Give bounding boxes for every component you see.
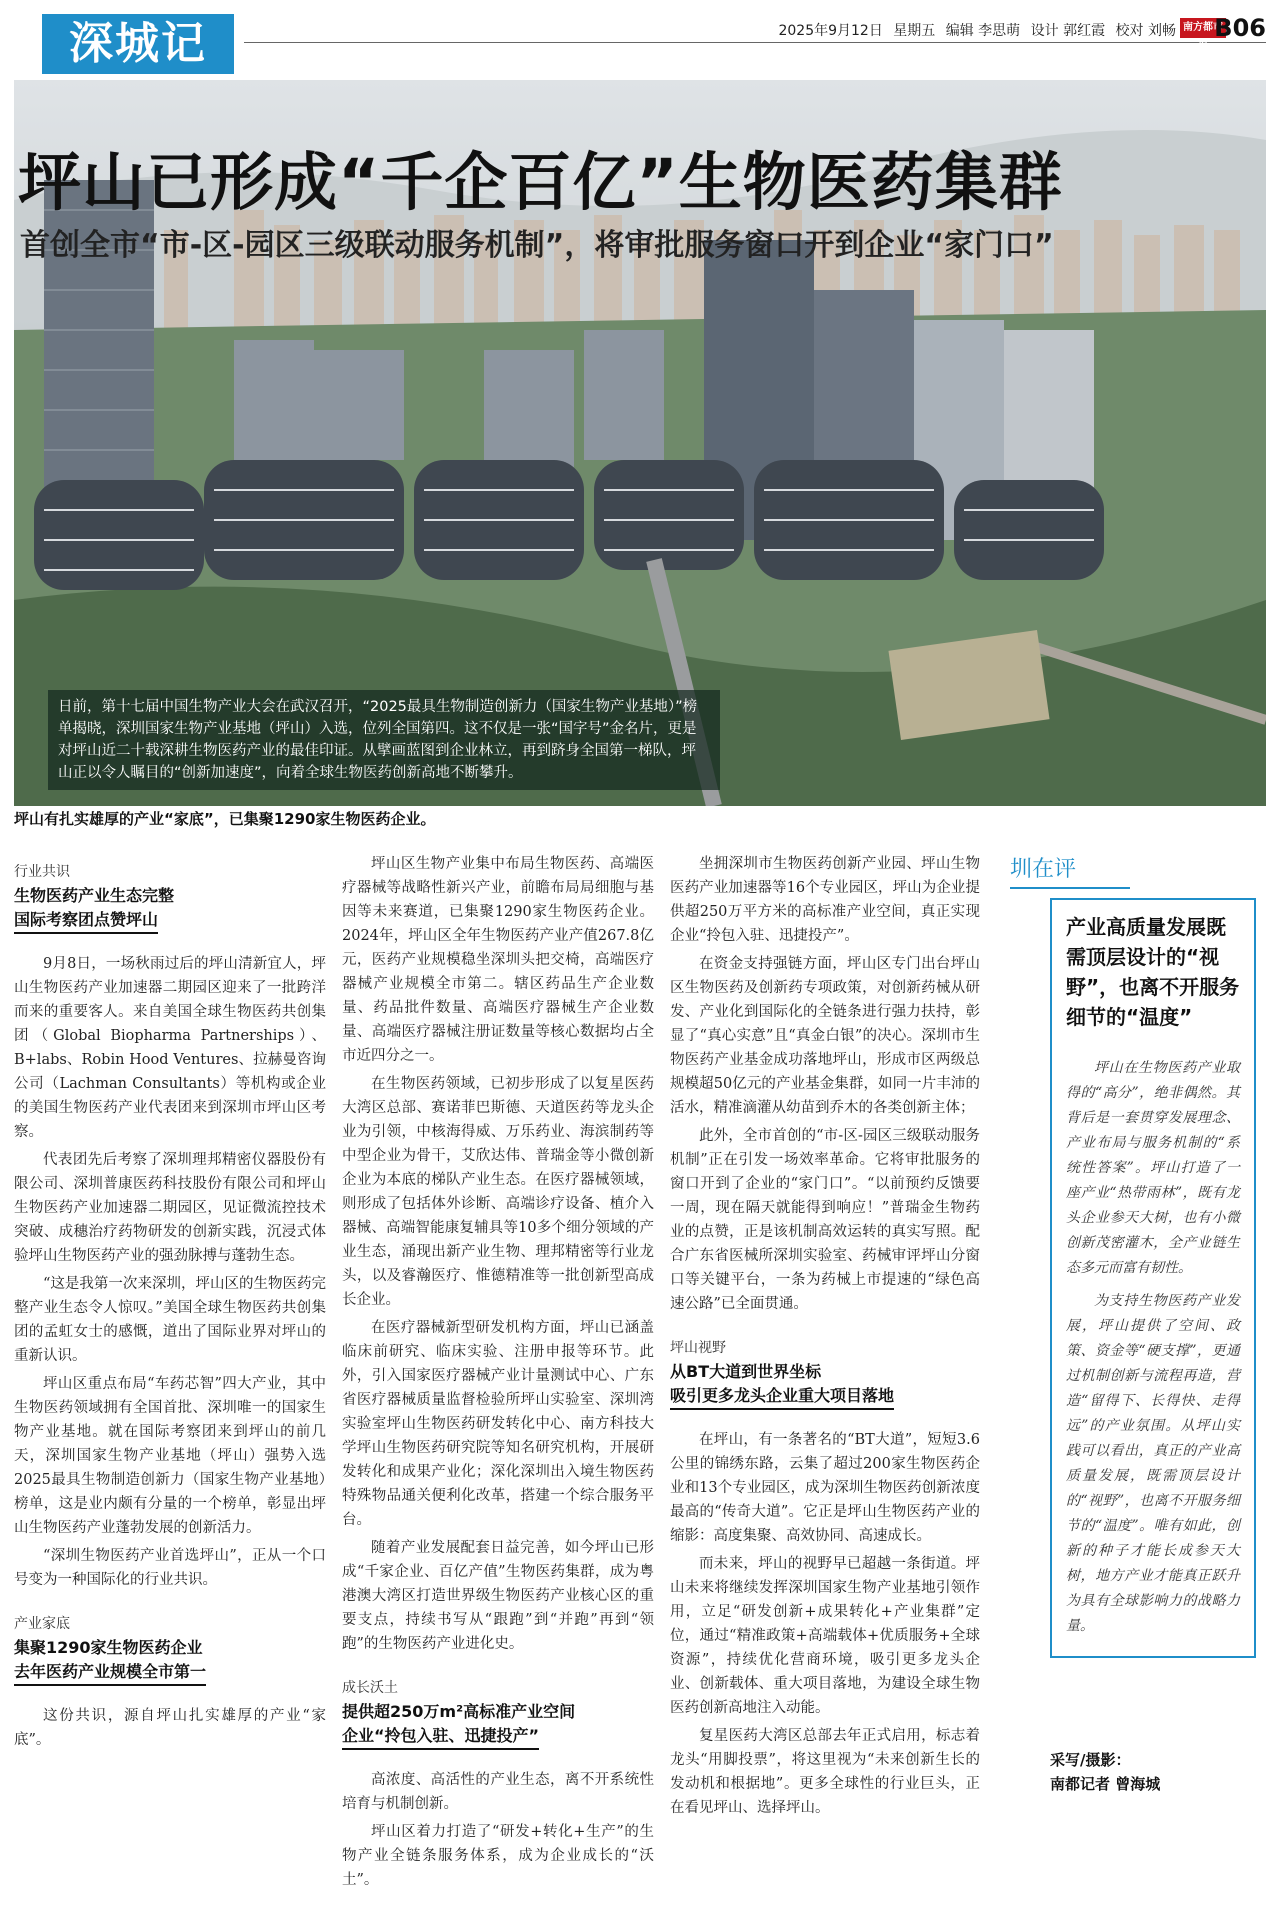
commentary-paragraph: 为支持生物医药产业发展，坪山提供了空间、政策、资金等“硬支撑”，更通过机制创新与流程再造，营造“留得下、长得快、走得远”的产业氛围。从坪山实践可以看出，真正的产业高质量发展，既需顶层设计的“视野”，也离不开服务细节的“温度”。唯有如此，创新的种子才能长成参天大树，地方产业才能真正跃升为具有全球影响力的战略力量。 [1066,1293,1240,1634]
editor-credit: 编辑 李思萌 [945,23,1021,39]
paragraph: 而未来，坪山的视野早已超越一条街道。坪山未来将继续发挥深圳国家生物产业基地引领作用，立足“研发创新+成果转化+产业集群”定位，通过“精准政策+高端载体+优质服务+全球资源”，持续优化营商环境，吸引更多龙头企业、创新载体、重大项目落地，为建设全球生物医药创新高地注入动能。 [670,1556,980,1716]
section-title [14,884,326,934]
byline [1050,1748,1160,1796]
paragraph: 随着产业发展配套日益完善，如今坪山已形成“千家企业、百亿产值”生物医药集群，成为粤港澳大湾区打造世界级生物医药产业核心区的重要支点，持续书写从“跟跑”到“并跑”再到“领跑”的生物医药产业进化史。 [342,1540,654,1652]
section-title-line1: 生物医药产业生态完整 [14,886,175,905]
section-title-line1: 从BT大道到世界坐标 [670,1362,822,1381]
masthead-rule [244,42,1266,43]
paragraph: 复星医药大湾区总部去年正式启用，标志着龙头“用脚投票”，将这里视为“未来创新生长的发动机和根据地”。更多全球性的行业巨头，正在看见坪山、选择坪山。 [670,1728,980,1816]
article-column-3 [670,852,980,1824]
designer-credit: 设计 郭红霞 [1030,23,1106,39]
proofreader-credit: 校对 刘畅 [1115,23,1176,39]
section-title [342,1700,654,1750]
commentary-paragraph: 坪山在生物医药产业取得的“高分”，绝非偶然。其背后是一套贯穿发展理念、产业布局与服务机制的“系统性答案”。坪山打造了一座产业“热带雨林”，既有龙头企业参天大树，也有小微创新茂密灌木，全产业链生态多元而富有韧性。 [1066,1060,1240,1276]
paragraph: 在医疗器械新型研发机构方面，坪山已涵盖临床前研究、临床实验、注册申报等环节。此外，引入国家医疗器械产业计量测试中心、广东省医疗器械质量监督检验所坪山实验室、深圳湾实验室坪山生物医药研发转化中心、南方科技大学坪山生物医药研究院等知名研究机构，开展研发转化和成果产业化；深化深圳出入境生物医药特殊物品通关便利化改革，搭建一个综合服务平台。 [342,1320,654,1528]
section-title [14,1636,326,1686]
paragraph: “深圳生物医药产业首选坪山”，正从一个口号变为一种国际化的行业共识。 [14,1548,326,1588]
commentary-title: 产业高质量发展既需顶层设计的“视野”，也离不开服务细节的“温度” [1066,915,1240,1029]
issue-weekday: 星期五 [893,23,936,39]
commentary-box [1050,898,1256,1658]
paragraph: 这份共识，源自坪山扎实雄厚的产业“家底”。 [14,1708,326,1748]
issue-date: 2025年9月12日 [778,23,883,39]
section-title-line1: 提供超250万m²高标准产业空间 [342,1702,576,1721]
byline-label: 采写/摄影： [1050,1751,1131,1769]
section-title-line2: 企业“拎包入驻、迅捷投产” [342,1724,539,1750]
section-title [670,1360,980,1410]
paragraph: 在坪山，有一条著名的“BT大道”，短短3.6公里的锦绣东路，云集了超过200家生物医药企业和13个专业园区，成为深圳生物医药创新浓度最高的“传奇大道”。它正是坪山生物医药产业的缩影：高度集聚、高效协同、高速成长。 [670,1432,980,1544]
photo-caption: 坪山有扎实雄厚的产业“家底”，已集聚1290家生物医药企业。 [14,810,436,828]
page-number: B06 [1214,14,1266,42]
paragraph: 此外，全市首创的“市-区-园区三级联动服务机制”正在引发一场效率革命。它将审批服务的窗口开到了企业的“家门口”。“以前预约反馈要一周，现在隔天就能得到响应！”普瑞金生物药业的点赞，正是该机制高效运转的真实写照。配合广东省医械所深圳实验室、药械审评坪山分窗口等关键平台，一条为药械上市提速的“绿色高速公路”已全面贯通。 [670,1128,980,1312]
paragraph: 坪山区生物产业集中布局生物医药、高端医疗器械等战略性新兴产业，前瞻布局局细胞与基因等未来赛道，已集聚1290家生物医药企业。2024年，坪山区全年生物医药产业产值267.8亿元，医药产业规模稳坐深圳头把交椅，高端医疗器械产业规模全市第二。辖区药品生产企业数量、药品批件数量、高端医疗器械生产企业数量、高端医疗器械注册证数量等核心数据均占全市近四分之一。 [342,856,654,1064]
newspaper-logo-icon: 南方都市报 [1180,18,1226,38]
paragraph: “这是我第一次来深圳，坪山区的生物医药完整产业生态令人惊叹。”美国全球生物医药共创集团的孟虹女士的感慨，道出了国际业界对坪山的重新认识。 [14,1276,326,1364]
issue-meta [772,20,1176,40]
section-kicker: 坪山视野 [670,1340,726,1356]
paragraph: 坐拥深圳市生物医药创新产业园、坪山生物医药产业加速器等16个专业园区，坪山为企业提供超250万平方米的高标准产业空间，真正实现企业“拎包入驻、迅捷投产”。 [670,856,980,944]
hero-caption-box: 日前，第十七届中国生物产业大会在武汉召开，“2025最具生物制造创新力（国家生物产业基地）”榜单揭晓，深圳国家生物产业基地（坪山）入选，位列全国第四。这不仅是一张“国字号”金名片，更是对坪山近二十载深耕生物医药产业的最佳印证。从擘画蓝图到企业林立，再到跻身全国第一梯队，坪山正以令人瞩目的“创新加速度”，向着全球生物医药创新高地不断攀升。 [48,690,720,790]
paragraph: 9月8日，一场秋雨过后的坪山清新宜人，坪山生物医药产业加速器二期园区迎来了一批跨洋而来的重要客人。来自美国全球生物医药共创集团（Global Biopharma Partnerships）、B+labs、Robin Hood Ventures、拉赫曼咨询公司（Lachman Consultants）等机构或企业的美国生物医药产业代表团来到深圳市坪山区考察。 [14,956,326,1140]
commentary-tag: 圳在评 [1010,852,1130,889]
section-kicker: 产业家底 [14,1616,70,1632]
paragraph: 在生物医药领域，已初步形成了以复星医药大湾区总部、赛诺菲巴斯德、天道医药等龙头企业为引领，中核海得威、万乐药业、海滨制药等中型企业为骨干，艾欣达伟、普瑞金等小微创新企业为本底的梯队产业生态。在医疗器械领域，则形成了包括体外诊断、高端诊疗设备、植介入器械、高端智能康复辅具等10多个细分领域的产业生态，涌现出新产业生物、理邦精密等行业龙头，以及睿瀚医疗、惟德精准等一批创新型高成长企业。 [342,1076,654,1308]
byline-name: 南都记者 曾海城 [1050,1775,1161,1793]
article-column-1 [14,852,326,1756]
paragraph: 高浓度、高活性的产业生态，离不开系统性培育与机制创新。 [342,1772,654,1812]
headline: 坪山已形成“千企百亿”生物医药集群 [18,146,1063,219]
paragraph: 坪山区重点布局“车药芯智”四大产业，其中生物医药领域拥有全国首批、深圳唯一的国家生物产业基地。就在国际考察团来到坪山的前几天，深圳国家生物产业基地（坪山）强势入选2025最具生物制造创新力（国家生物产业基地）榜单，这是业内颇有分量的一个榜单，彰显出坪山生物医药产业蓬勃发展的创新活力。 [14,1376,326,1536]
section-title-line2: 国际考察团点赞坪山 [14,908,158,934]
subheadline: 首创全市“市-区-园区三级联动服务机制”，将审批服务窗口开到企业“家门口” [20,228,1054,263]
section-title-line2: 去年医药产业规模全市第一 [14,1660,206,1686]
section-title-line2: 吸引更多龙头企业重大项目落地 [670,1384,894,1410]
hero-photo [14,80,1266,806]
paragraph: 在资金支持强链方面，坪山区专门出台坪山区生物医药及创新药专项政策，对创新药械从研发、产业化到国际化的全链条进行强力扶持，彰显了“真心实意”且“真金白银”的决心。深圳市生物医药产业基金成功落地坪山，形成市区两级总规模超50亿元的产业基金集群，如同一片丰沛的活水，精准滴灌从幼苗到乔木的各类创新主体； [670,956,980,1116]
paragraph: 代表团先后考察了深圳理邦精密仪器股份有限公司、深圳普康医药科技股份有限公司和坪山生物医药产业加速器二期园区，见证微流控技术突破、成穗治疗药物研发的创新实践，沉浸式体验坪山生物医药产业的强劲脉搏与蓬勃生态。 [14,1152,326,1264]
section-kicker: 行业共识 [14,864,70,880]
article-column-2 [342,852,654,1896]
section-kicker: 成长沃土 [342,1680,398,1696]
paragraph: 坪山区着力打造了“研发+转化+生产”的生物产业全链条服务体系，成为企业成长的“沃土”。 [342,1824,654,1888]
section-badge: 深城记 [42,14,234,74]
section-title-line1: 集聚1290家生物医药企业 [14,1638,203,1657]
masthead [14,10,1266,80]
